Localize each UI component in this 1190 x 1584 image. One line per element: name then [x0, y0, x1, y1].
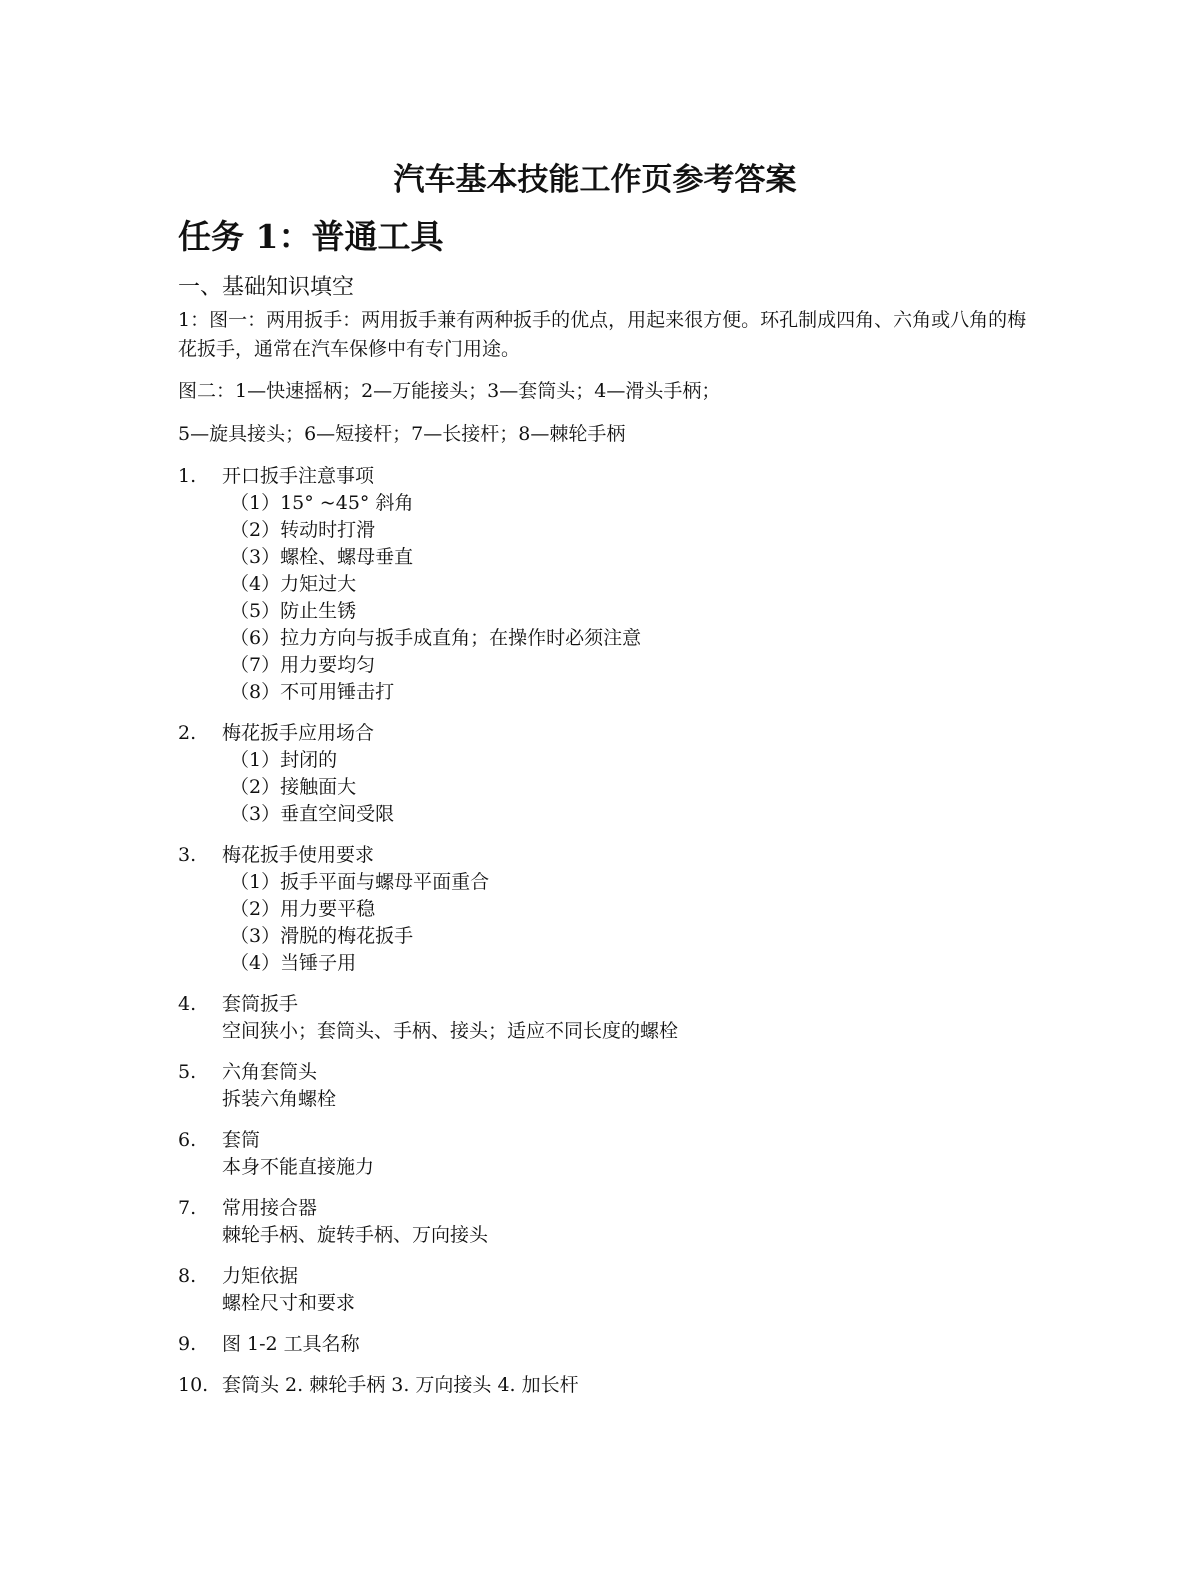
- item-description: 螺栓尺寸和要求: [222, 1292, 356, 1314]
- sub-item: （6）拉力方向与扳手成直角；在操作时必须注意: [230, 627, 642, 649]
- item-title: 梅花扳手使用要求: [222, 844, 375, 866]
- paragraph-figure-two: 图二：1—快速摇柄；2—万能接头；3—套筒头；4—滑头手柄；: [178, 380, 721, 402]
- section-title: 任务 1：普通工具: [178, 217, 444, 256]
- sub-list: [222, 869, 1028, 977]
- list-item: [178, 842, 1028, 977]
- item-title: 套筒头 2. 棘轮手柄 3. 万向接头 4. 加长杆: [222, 1374, 579, 1396]
- list-item: [178, 463, 1028, 706]
- list-item: [178, 991, 1028, 1045]
- sub-item: （7）用力要均匀: [230, 654, 376, 676]
- sub-item: （3）滑脱的梅花扳手: [230, 925, 414, 947]
- list-item: [178, 1372, 1028, 1399]
- item-number: 4.: [178, 993, 197, 1015]
- sub-item: （5）防止生锈: [230, 600, 357, 622]
- item-number: 3.: [178, 844, 197, 866]
- item-number: 9.: [178, 1333, 197, 1355]
- item-title: 开口扳手注意事项: [222, 465, 375, 487]
- item-description: 棘轮手柄、旋转手柄、万向接头: [222, 1224, 489, 1246]
- item-title: 梅花扳手应用场合: [222, 722, 375, 744]
- sub-list: [222, 747, 1028, 828]
- item-description: 本身不能直接施力: [222, 1156, 375, 1178]
- sub-item: （3）垂直空间受限: [230, 803, 395, 825]
- subheading: 一、基础知识填空: [178, 275, 355, 300]
- item-title: 套筒: [222, 1129, 261, 1151]
- item-number: 8.: [178, 1265, 197, 1287]
- sub-item: （4）力矩过大: [230, 573, 357, 595]
- item-title: 图 1-2 工具名称: [222, 1333, 360, 1355]
- item-number: 2.: [178, 722, 197, 744]
- list-item: [178, 720, 1028, 828]
- document-body: [178, 272, 1028, 1413]
- sub-item: （2）转动时打滑: [230, 519, 376, 541]
- item-description: 拆装六角螺栓: [222, 1088, 337, 1110]
- sub-item: （4）当锤子用: [230, 952, 357, 974]
- numbered-list: [178, 463, 1028, 1399]
- list-item: [178, 1331, 1028, 1358]
- item-title: 套筒扳手: [222, 993, 299, 1015]
- list-item: [178, 1127, 1028, 1181]
- sub-item: （1）扳手平面与螺母平面重合: [230, 871, 490, 893]
- list-item: [178, 1195, 1028, 1249]
- item-number: 10.: [178, 1374, 209, 1396]
- sub-item: （1）封闭的: [230, 749, 338, 771]
- paragraph-figure-two-cont: 5—旋具接头；6—短接杆；7—长接杆；8—棘轮手柄: [178, 423, 626, 445]
- paragraph-intro: 1：图一：两用扳手：两用扳手兼有两种扳手的优点，用起来很方便。环孔制成四角、六角或八角的梅花扳手，通常在汽车保修中有专门用途。: [178, 309, 1027, 360]
- sub-list: [222, 490, 1028, 706]
- item-number: 7.: [178, 1197, 197, 1219]
- sub-item: （2）用力要平稳: [230, 898, 376, 920]
- sub-item: （8）不可用锤击打: [230, 681, 395, 703]
- item-number: 6.: [178, 1129, 197, 1151]
- item-title: 六角套筒头: [222, 1061, 318, 1083]
- item-title: 力矩依据: [222, 1265, 299, 1287]
- sub-item: （1）15° ~45° 斜角: [230, 492, 414, 514]
- item-description: 空间狭小；套筒头、手柄、接头；适应不同长度的螺栓: [222, 1020, 679, 1042]
- item-title: 常用接合器: [222, 1197, 318, 1219]
- document-title: 汽车基本技能工作页参考答案: [393, 162, 797, 198]
- sub-item: （2）接触面大: [230, 776, 357, 798]
- list-item: [178, 1263, 1028, 1317]
- item-number: 5.: [178, 1061, 197, 1083]
- sub-item: （3）螺栓、螺母垂直: [230, 546, 414, 568]
- list-item: [178, 1059, 1028, 1113]
- item-number: 1.: [178, 465, 197, 487]
